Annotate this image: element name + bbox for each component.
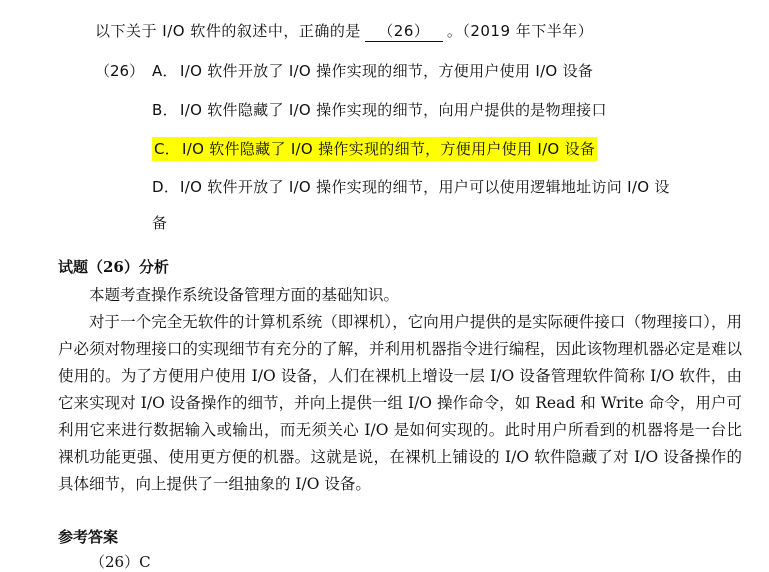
option-d-wrap: 备 xyxy=(152,214,168,232)
option-c-text: I/O 软件隐藏了 I/O 操作实现的细节，方便用户使用 I/O 设备 xyxy=(182,140,596,158)
option-c-highlight xyxy=(152,137,597,161)
analysis-paragraph: 对于一个完全无软件的计算机系统（即裸机），它向用户提供的是实际硬件接口（物理接口），用户必须对物理接口的实现细节有充分的了解，并利用机器指令进行编程，因此该物理机器必定是难以使用的。为了方便用户使用 I/O 设备，人们在裸机上增设一层 I/O 设备管理软件简称 I/O 软件，由它来实现对 I/O 设备操作的细节，并向上提供一组 I/O 操作命令，如 Read 和 Write 命令，用户可利用它来进行数据输入或输出，而无须关心 I/O 是如何实现的。此时用户所看到的机器将是一台比裸机功能更强、使用更方便的机器。这就是说，在裸机上铺设的 I/O 软件隐藏了对 I/O 设备操作的具体细节，向上提供了一组抽象的 I/O 设备。 xyxy=(58,313,742,493)
option-c-letter: C． xyxy=(154,140,181,158)
option-d xyxy=(152,176,670,197)
question-blank: （26） xyxy=(365,20,443,42)
option-b xyxy=(152,99,607,120)
option-d-text: I/O 软件开放了 I/O 操作实现的细节，用户可以使用逻辑地址访问 I/O 设 xyxy=(180,178,670,196)
option-a xyxy=(152,60,593,81)
question-stem xyxy=(95,20,593,42)
question-suffix: 。（2019 年下半年） xyxy=(446,22,594,40)
option-a-text: I/O 软件开放了 I/O 操作实现的细节，方便用户使用 I/O 设备 xyxy=(180,62,594,80)
option-b-letter: B． xyxy=(152,101,178,119)
option-c xyxy=(152,138,597,159)
analysis-body xyxy=(58,282,742,498)
analysis-title: 试题（26）分析 xyxy=(58,258,169,276)
option-b-text: I/O 软件隐藏了 I/O 操作实现的细节，向用户提供的是物理接口 xyxy=(180,101,607,119)
option-d-letter: D． xyxy=(152,178,180,196)
option-a-letter: A． xyxy=(152,62,178,80)
answer-title: 参考答案 xyxy=(58,528,119,546)
options-number: （26） xyxy=(95,62,145,80)
answer-text: （26）C xyxy=(90,553,151,571)
analysis-paragraph: 本题考查操作系统设备管理方面的基础知识。 xyxy=(89,286,400,304)
question-prefix: 以下关于 I/O 软件的叙述中，正确的是 xyxy=(95,22,361,40)
